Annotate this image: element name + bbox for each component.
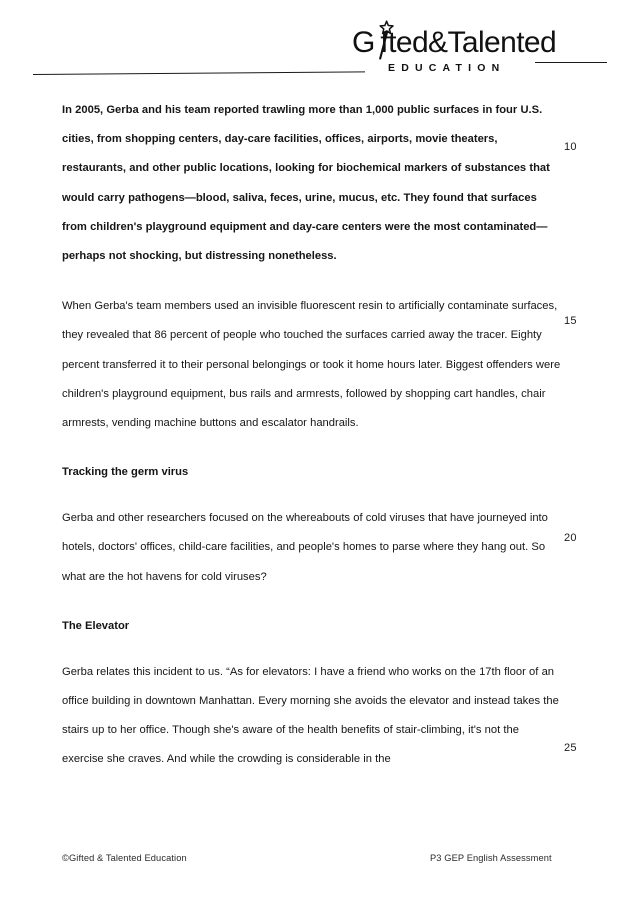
logo-wordmark-rest: fted&Talented — [380, 26, 557, 59]
section-heading-the-elevator: The Elevator — [62, 619, 130, 632]
brand-logo — [352, 18, 557, 76]
section-heading-tracking-the-germ-virus: Tracking the germ virus — [62, 466, 189, 479]
logo-wordmark — [352, 28, 556, 58]
passage-paragraph: Gerba and other researchers focused on the whereabouts of cold viruses that have journeyed into hotels, doctors' offices, child-care facilities, and people's homes to parse where they hang out. So what are the hot havens for cold viruses? — [62, 512, 548, 583]
footer-assessment-label: P3 GEP English Assessment — [430, 853, 552, 863]
line-number: 25 — [564, 742, 577, 754]
logo-wordmark-initial: G — [352, 26, 375, 59]
passage-paragraph: When Gerba's team members used an invisible fluorescent resin to artificially contaminate surfaces, they revealed that 86 percent of people who touched the surfaces carried away the tracer. Eighty percent transferred it to their personal belongings or took it home hours later. Biggest offenders were children's playground equipment, bus rails and armrests, followed by shopping cart handles, chair armrests, vending machine buttons and escalator handrails. — [62, 300, 561, 430]
line-number: 20 — [564, 532, 577, 544]
header-rule-left — [33, 71, 365, 75]
page-footer — [0, 853, 641, 869]
footer-copyright: ©Gifted & Talented Education — [62, 853, 187, 863]
header-rule-right — [535, 62, 607, 63]
passage-paragraph: In 2005, Gerba and his team reported trawling more than 1,000 public surfaces in four U.S. cities, from shopping centers, day-care facilities, offices, airports, movie theaters, restaurants, and other public locations, looking for biochemical markers of substances that would carry pathogens—blood, saliva, feces, urine, mucus, etc. They found that surfaces from children's playground equipment and day-care centers were the most contaminated—perhaps not shocking, but distressing nonetheless. — [62, 104, 550, 263]
passage-body — [62, 96, 562, 796]
line-number: 15 — [564, 315, 577, 327]
logo-subword: EDUCATION — [388, 62, 506, 74]
passage-paragraph: Gerba relates this incident to us. “As for elevators: I have a friend who works on the 17th floor of an office building in downtown Manhattan. Every morning she avoids the elevator and instead takes the stairs up to her office. Though she's aware of the health benefits of stair-climbing, it's not the exercise she craves. And while the crowding is considerable in the — [62, 665, 559, 766]
line-number: 10 — [564, 141, 577, 153]
page-header — [0, 0, 641, 86]
